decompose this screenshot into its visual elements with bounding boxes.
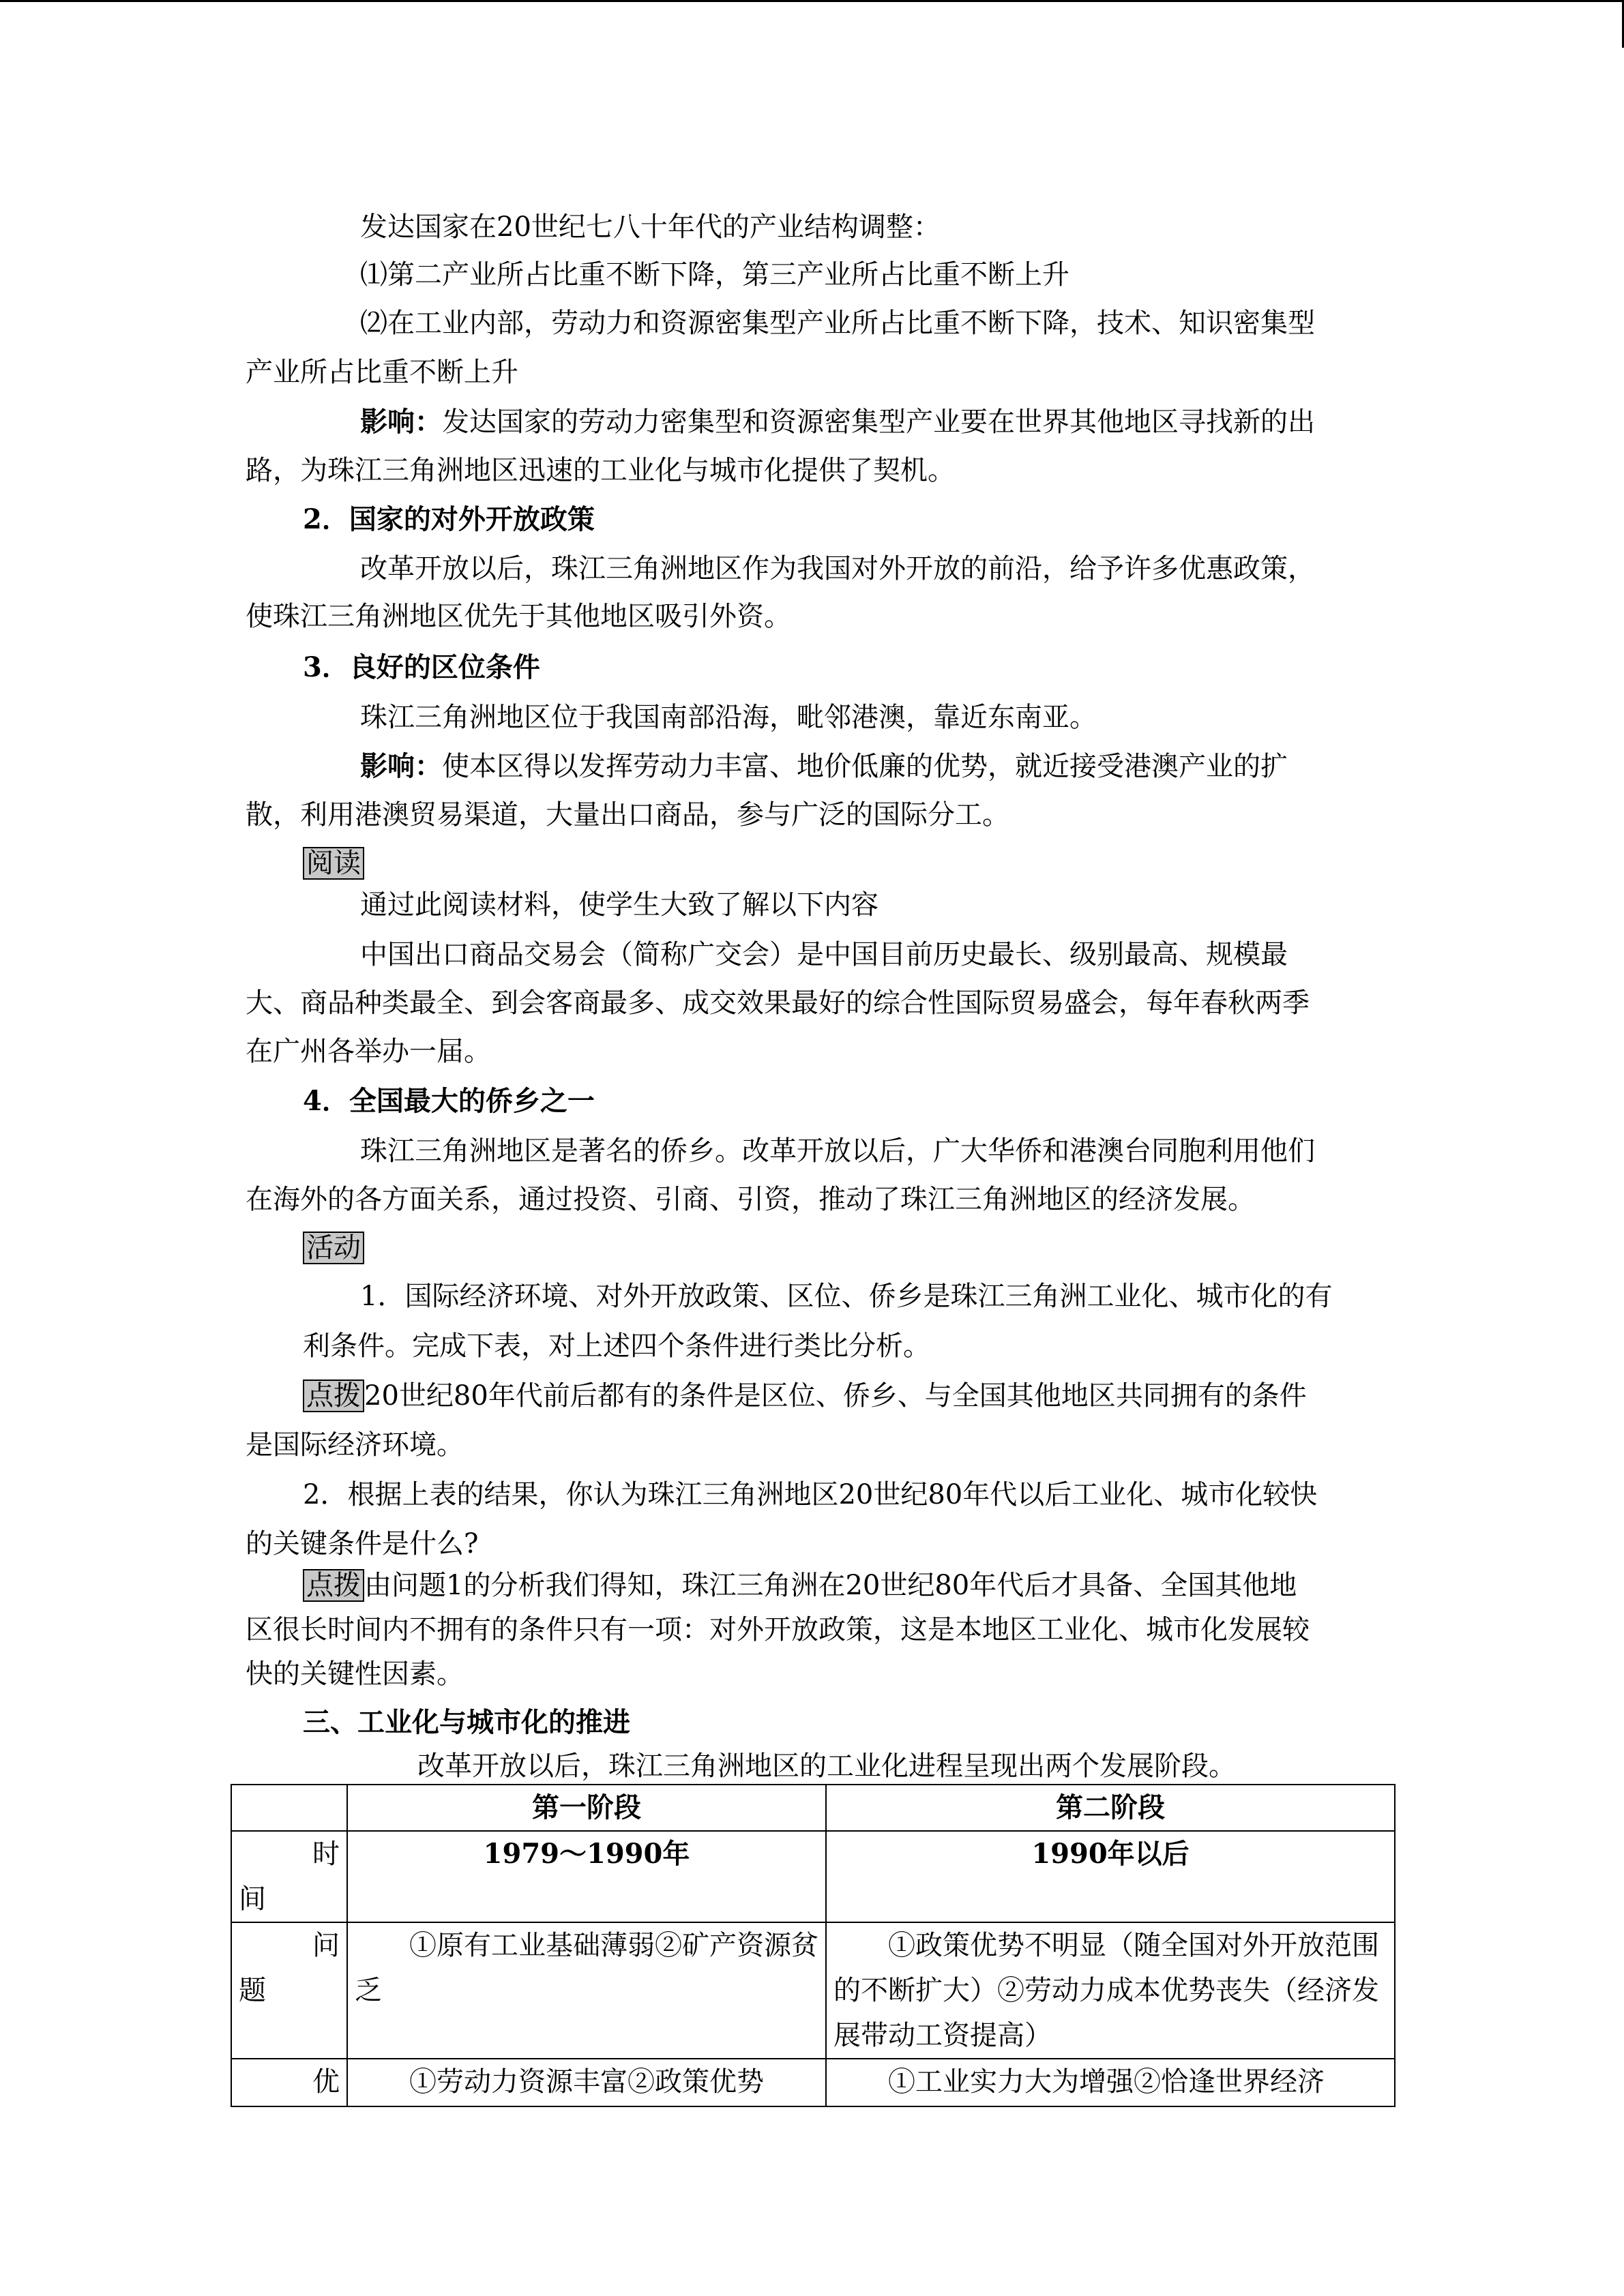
paragraph-line: 珠江三角洲地区位于我国南部沿海，毗邻港澳，靠近东南亚。 — [360, 702, 1097, 733]
section-heading: 4．全国最大的侨乡之一 — [303, 1085, 595, 1117]
table-row — [231, 2059, 1395, 2106]
paragraph-line: 发达国家在20世纪七八十年代的产业结构调整： — [360, 211, 941, 243]
paragraph-line: ⑴第二产业所占比重不断下降，第三产业所占比重不断上升 — [360, 259, 1069, 290]
section-heading: 2．国家的对外开放政策 — [303, 503, 595, 535]
paragraph-line — [360, 750, 1288, 783]
table-header-cell — [231, 1785, 347, 1831]
paragraph-line: 珠江三角洲地区是著名的侨乡。改革开放以后，广大华侨和港澳台同胞利用他们 — [360, 1135, 1315, 1167]
row-label-part: 问 — [312, 1930, 340, 1961]
paragraph-line: 在广州各举办一届。 — [246, 1036, 491, 1067]
table-cell: ①劳动力资源丰富②政策优势 — [347, 2059, 826, 2106]
hint-tag: 点拨 — [303, 1569, 364, 1602]
hint-tag: 点拨 — [303, 1380, 364, 1412]
paragraph-line: 大、商品种类最全、到会客商最多、成交效果最好的综合性国际贸易盛会，每年春秋两季 — [246, 987, 1310, 1019]
paragraph-line: 是国际经济环境。 — [246, 1429, 464, 1461]
page-top-border — [0, 0, 1624, 2]
table-cell: 1979～1990年 — [347, 1831, 826, 1922]
activity-tag — [303, 1232, 364, 1264]
table-cell: 1990年以后 — [826, 1831, 1395, 1922]
row-label-part: 时 — [312, 1838, 340, 1870]
paragraph-line: 快的关键性因素。 — [246, 1658, 464, 1690]
table-row — [231, 1922, 1395, 2059]
paragraph-text: 由问题1的分析我们得知，珠江三角洲在20世纪80年代后才具备、全国其他地 — [364, 1570, 1297, 1601]
paragraph-line: 在海外的各方面关系，通过投资、引商、引资，推动了珠江三角洲地区的经济发展。 — [246, 1184, 1255, 1215]
paragraph-line — [360, 406, 1315, 438]
paragraph-line: 产业所占比重不断上升 — [246, 357, 518, 388]
table-header-row — [231, 1785, 1395, 1831]
paragraph-line: 改革开放以后，珠江三角洲地区的工业化进程呈现出两个发展阶段。 — [417, 1750, 1236, 1782]
activity-tag-label: 活动 — [303, 1232, 364, 1264]
paragraph-line — [303, 1569, 1297, 1602]
section-heading: 三、工业化与城市化的推进 — [303, 1706, 630, 1738]
impact-label: 影响： — [360, 750, 442, 782]
industrialization-stages-table — [231, 1784, 1396, 2107]
paragraph-line: 区很长时间内不拥有的条件只有一项：对外开放政策，这是本地区工业化、城市化发展较 — [246, 1614, 1310, 1645]
table-cell: ①原有工业基础薄弱②矿产资源贫乏 — [347, 1922, 826, 2059]
paragraph-text: 20世纪80年代前后都有的条件是区位、侨乡、与全国其他地区共同拥有的条件 — [364, 1380, 1307, 1412]
paragraph-line: 利条件。完成下表，对上述四个条件进行类比分析。 — [303, 1330, 930, 1362]
paragraph-text: 使本区得以发挥劳动力丰富、地价低廉的优势，就近接受港澳产业的扩 — [442, 751, 1288, 782]
paragraph-line: 路，为珠江三角洲地区迅速的工业化与城市化提供了契机。 — [246, 455, 955, 486]
paragraph-line: 通过此阅读材料，使学生大致了解以下内容 — [360, 889, 879, 921]
row-label-part: 间 — [239, 1883, 266, 1915]
row-label-cell — [231, 1831, 347, 1922]
row-label-cell: 优 — [231, 2059, 347, 2106]
paragraph-line — [303, 1380, 1307, 1412]
paragraph-line: ⑵在工业内部，劳动力和资源密集型产业所占比重不断下降，技术、知识密集型 — [360, 308, 1315, 339]
paragraph-line: 1．国际经济环境、对外开放政策、区位、侨乡是珠江三角洲工业化、城市化的有 — [360, 1281, 1333, 1312]
table-cell: ①工业实力大为增强②恰逢世界经济 — [826, 2059, 1395, 2106]
paragraph-text: 发达国家的劳动力密集型和资源密集型产业要在世界其他地区寻找新的出 — [442, 406, 1315, 438]
paragraph-line: 2．根据上表的结果，你认为珠江三角洲地区20世纪80年代以后工业化、城市化较快 — [303, 1479, 1318, 1510]
paragraph-line: 散，利用港澳贸易渠道，大量出口商品，参与广泛的国际分工。 — [246, 799, 1009, 831]
row-label-part: 题 — [239, 1975, 266, 2006]
paragraph-line: 的关键条件是什么? — [246, 1528, 479, 1560]
paragraph-line: 改革开放以后，珠江三角洲地区作为我国对外开放的前沿，给予许多优惠政策， — [360, 553, 1315, 584]
section-heading: 3．良好的区位条件 — [303, 651, 540, 683]
reading-tag — [303, 847, 364, 880]
reading-tag-label: 阅读 — [303, 847, 364, 880]
table-row — [231, 1831, 1395, 1922]
table-cell: ①政策优势不明显（随全国对外开放范围的不断扩大）②劳动力成本优势丧失（经济发展带动工资提高） — [826, 1922, 1395, 2059]
impact-label: 影响： — [360, 406, 442, 438]
table-header-cell: 第一阶段 — [347, 1785, 826, 1831]
paragraph-line: 中国出口商品交易会（简称广交会）是中国目前历史最长、级别最高、规模最 — [360, 939, 1288, 970]
row-label-cell — [231, 1922, 347, 2059]
paragraph-line: 使珠江三角洲地区优先于其他地区吸引外资。 — [246, 601, 791, 632]
table-header-cell: 第二阶段 — [826, 1785, 1395, 1831]
